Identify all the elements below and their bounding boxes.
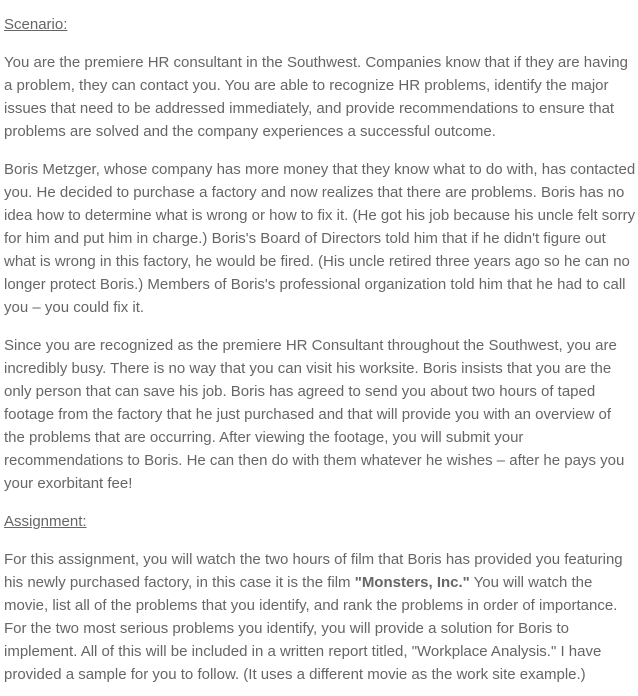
text-segment: For this assignment, you will watch the two hours of film that Boris has provided you featuring his newly purchased factory, in this case it is the film <box>4 551 623 591</box>
bold-text-segment: "Monsters, Inc." <box>354 574 470 591</box>
assignment-heading: Assignment: <box>4 513 87 530</box>
assignment-paragraph <box>4 548 636 686</box>
text-segment: You will watch the movie, list all of the problems that you identify, and rank the problems in order of importance. For the two most serious problems you identify, you will provide a solution for Boris to implement. All of this will be included in a written report titled, "Workplace Analysis." I have provided a sample for you to follow. (It uses a different movie as the work site example.) <box>4 574 618 683</box>
scenario-paragraph-2: Boris Metzger, whose company has more money that they know what to do with, has contacted you. He decided to purchase a factory and now realizes that there are problems. Boris has no idea how to determine what is wrong or how to fix it. (He got his job because his uncle felt sorry for him and put him in charge.) Boris's Board of Directors told him that if he didn't figure out what is wrong in this factory, he would be fired. (His uncle retired three years ago so he can no longer protect Boris.) Members of Boris's professional organization told him that he had to call you – you could fix it. <box>4 161 636 316</box>
scenario-paragraph-3: Since you are recognized as the premiere HR Consultant throughout the Southwest, you are incredibly busy. There is no way that you can visit his worksite. Boris insists that you are the only person that can save his job. Boris has agreed to send you about two hours of taped footage from the factory that he just purchased and that will provide you with an overview of the problems that are occurring. After viewing the footage, you will submit your recommendations to Boris. He can then do with them whatever he wishes – after he pays you your exorbitant fee! <box>4 337 625 492</box>
scenario-paragraph-1: You are the premiere HR consultant in the Southwest. Companies know that if they are having a problem, they can contact you. You are able to recognize HR problems, identify the major issues that need to be addressed immediately, and provide recommendations to ensure that problems are solved and the company experiences a successful outcome. <box>4 54 628 140</box>
scenario-heading: Scenario: <box>4 16 68 33</box>
